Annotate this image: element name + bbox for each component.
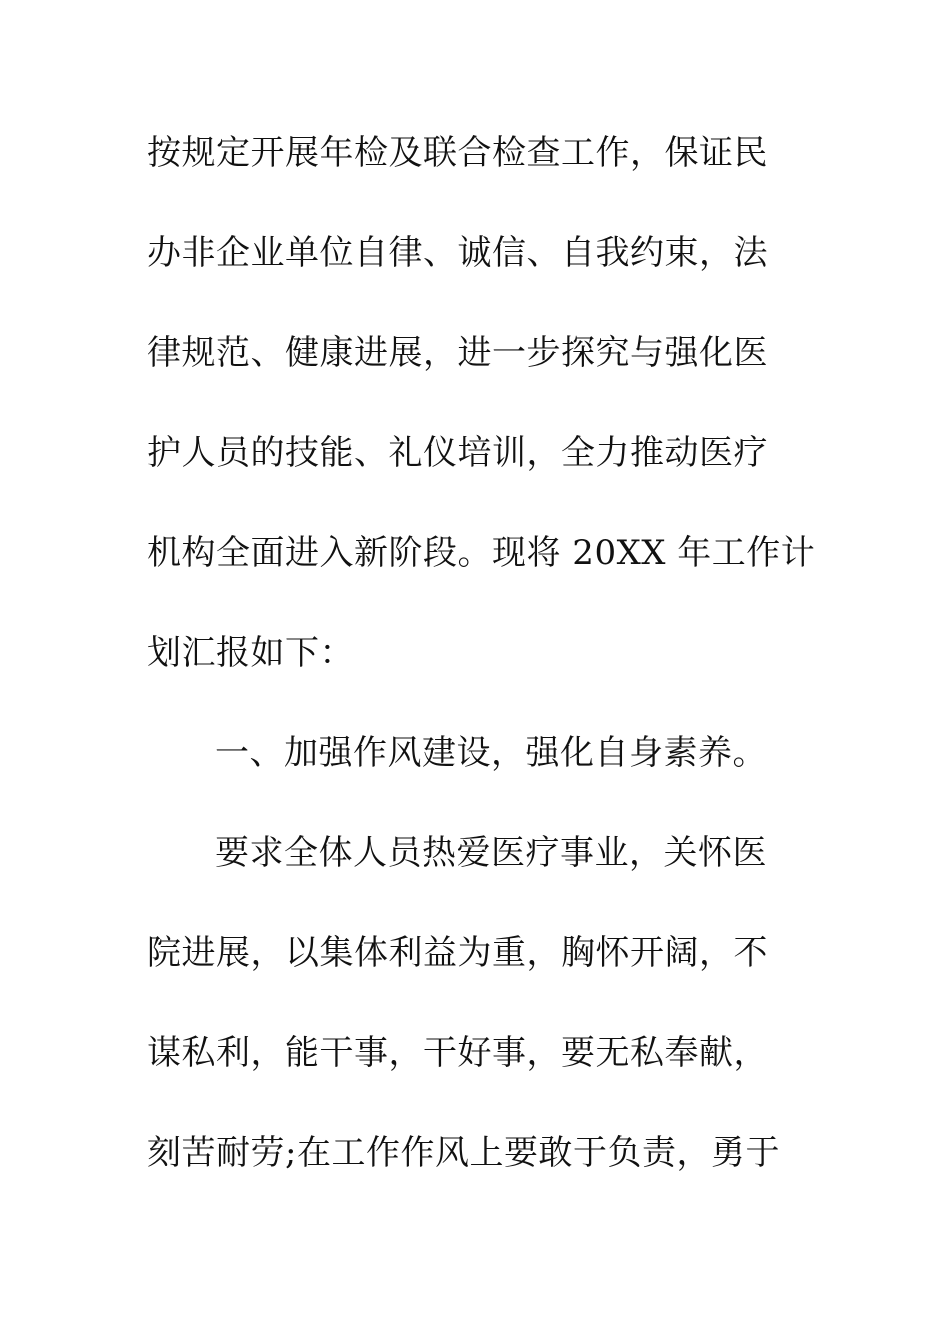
text-line: 办非企业单位自律、诚信、自我约束，法 [147, 233, 768, 273]
text-line: 律规范、健康进展，进一步探究与强化医 [147, 333, 768, 373]
text-line: 按规定开展年检及联合检查工作，保证民 [147, 133, 768, 173]
text-line: 谋私利，能干事，干好事，要无私奉献， [147, 1033, 768, 1073]
text-line: 机构全面进入新阶段。现将 20XX 年工作计 [147, 533, 816, 573]
paragraph-first-line: 要求全体人员热爱医疗事业，关怀医 [215, 833, 767, 873]
section-heading: 一、加强作风建设，强化自身素养。 [215, 733, 767, 773]
text-line: 院进展，以集体利益为重，胸怀开阔，不 [147, 933, 768, 973]
text-line: 护人员的技能、礼仪培训，全力推动医疗 [147, 433, 768, 473]
text-line: 刻苦耐劳;在工作作风上要敢于负责，勇于 [147, 1133, 780, 1173]
text-line: 划汇报如下： [147, 633, 354, 673]
